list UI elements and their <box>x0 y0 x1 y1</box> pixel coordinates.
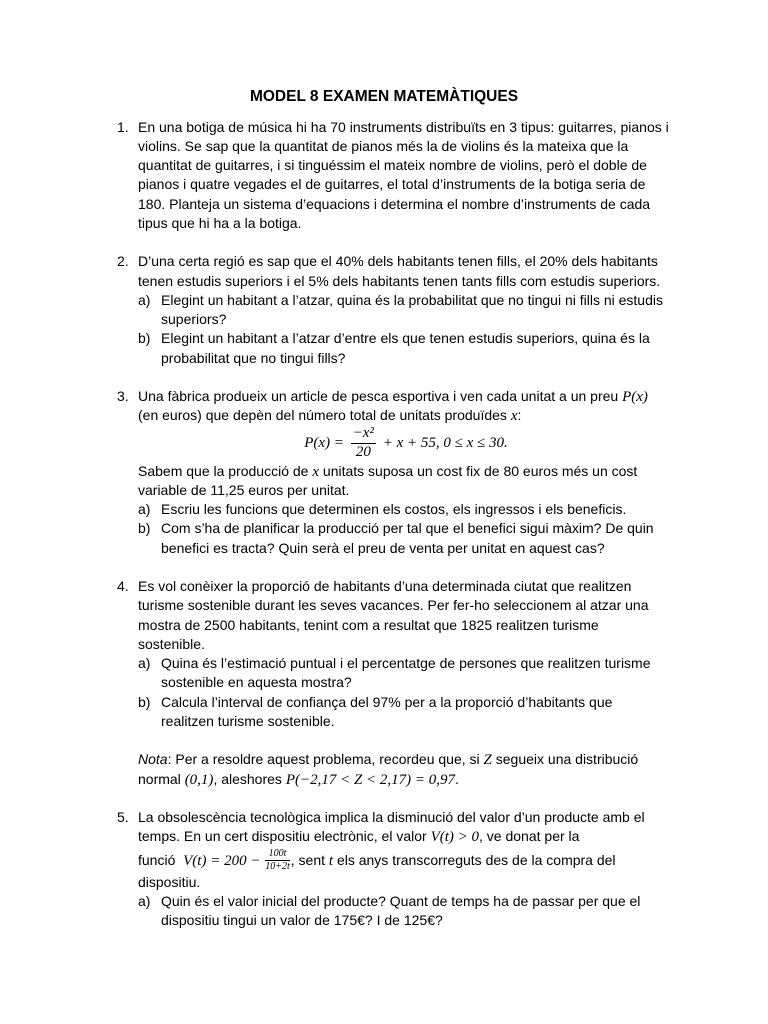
text-line <box>161 693 698 712</box>
text-line <box>161 654 698 673</box>
text-run: dispositiu. <box>138 873 201 890</box>
problem-number: 4. <box>117 578 129 595</box>
text-run: normal <box>138 770 185 787</box>
sub-question <box>138 291 698 330</box>
problem-number: 2. <box>117 253 129 270</box>
text-run: Una fàbrica produeix un article de pesca esportiva i ven cada unitat a un preu <box>138 388 623 405</box>
text-line <box>138 577 698 596</box>
sub-question <box>138 500 698 519</box>
text-line <box>161 712 698 731</box>
text-run: quantitat de guitarres, i si tinguéssim el mateix nombre de violins, però el doble de <box>138 157 647 174</box>
text-line <box>138 387 698 406</box>
text-line <box>161 673 698 692</box>
text-run: Elegint un habitant a l’atzar d’entre els que tenen estudis superiors, quina és la <box>161 330 650 347</box>
sub-question-text <box>161 519 698 558</box>
fraction <box>351 426 376 461</box>
text-line <box>161 310 698 329</box>
fraction-denominator: 20 <box>355 444 371 461</box>
text-run: funció <box>138 851 184 868</box>
text-line <box>138 481 698 500</box>
sub-question-text <box>161 654 698 693</box>
math-expression: (0,1) <box>184 771 214 788</box>
sub-question-label: b) <box>138 693 151 710</box>
text-line <box>138 137 698 156</box>
text-run: unitats suposa un cost fix de 80 euros més un cost <box>319 462 638 479</box>
text-run: probabilitat que no tingui fills? <box>161 349 346 366</box>
text-run: Com s’ha de planificar la producció per tal que el benefici sigui màxim? De quin <box>161 520 654 537</box>
text-run: Escriu les funcions que determinen els costos, els ingressos i els beneficis. <box>161 501 627 518</box>
text-run: variable de 11,25 euros per unitat. <box>138 481 350 498</box>
sub-question <box>138 329 698 368</box>
math-expression: P(−2,17 < Z < 2,17) = 0,97 <box>285 771 456 788</box>
text-run: Quina és l’estimació puntual i el percentatge de persones que realitzen turisme <box>161 655 651 672</box>
problem-item <box>0 808 768 930</box>
text-run: , ve donat per la <box>479 828 580 845</box>
sub-question-label: a) <box>138 501 151 518</box>
text-line <box>138 770 698 789</box>
fraction-numerator: −x² <box>351 426 376 444</box>
note-paragraph <box>138 750 698 789</box>
sub-question <box>138 693 698 732</box>
sub-question-text <box>161 693 698 732</box>
math-expression: Z <box>483 752 492 769</box>
fraction-numerator: 100t <box>265 849 290 862</box>
sub-question <box>138 519 698 558</box>
text-line <box>138 252 698 271</box>
problem-body <box>138 252 698 368</box>
text-run: : <box>517 407 522 424</box>
text-line <box>138 195 698 214</box>
sub-question <box>138 892 698 931</box>
problem-body <box>138 808 698 930</box>
text-run: Quin és el valor inicial del producte? Quant de temps ha de passar per que el <box>161 892 641 909</box>
text-line <box>161 349 698 368</box>
text-line <box>138 175 698 194</box>
text-line <box>161 519 698 538</box>
text-run: En una botiga de música hi ha 70 instruments distribuïts en 3 tipus: guitarres, pianos i <box>138 118 669 135</box>
text-run: violins. Se sap que la quantitat de pianos més la de violins és la mateixa que la <box>138 137 629 154</box>
sub-question-label: b) <box>138 520 151 537</box>
text-run: tenen estudis superiors i el 5% dels habitants tenen tants fills com estudis superiors. <box>138 272 661 289</box>
math-expression: P(x) = <box>304 435 348 452</box>
math-expression: x <box>510 408 518 425</box>
text-run: D’una certa regió es sap que el 40% dels habitants tenen fills, el 20% dels habitants <box>138 253 658 270</box>
problem-number: 5. <box>117 809 129 826</box>
sub-question-text <box>161 291 698 330</box>
text-run: superiors? <box>161 311 227 328</box>
text-run: (en euros) que depèn del número total de unitats produïdes <box>138 407 511 424</box>
text-run: 180. Planteja un sistema d’equacions i determina el nombre d’instruments de cada <box>138 195 651 212</box>
sub-question-text <box>161 500 698 519</box>
page-title: MODEL 8 EXAMEN MATEMÀTIQUES <box>249 88 519 105</box>
sub-question <box>138 654 698 693</box>
text-line <box>138 616 698 635</box>
sub-question-text <box>161 892 698 931</box>
problem-item <box>0 387 768 558</box>
text-run: dispositiu tingui un valor de 175€? I de 125€? <box>161 912 443 929</box>
problem-body <box>138 577 698 789</box>
text-run: pianos i quatre vegades el de guitarres, el total d’instruments de la botiga seria de <box>138 176 646 193</box>
text-line <box>138 462 698 481</box>
text-line <box>138 750 698 769</box>
text-line <box>161 291 698 310</box>
text-line <box>138 118 698 137</box>
text-line <box>138 847 698 873</box>
text-run: temps. En un cert dispositiu electrònic, el valor <box>138 828 431 845</box>
text-line <box>138 406 698 425</box>
text-run: segueix una distribució <box>491 751 639 768</box>
sub-question-label: a) <box>138 892 151 909</box>
text-run: , sent <box>290 851 329 868</box>
sub-question-label: b) <box>138 330 151 347</box>
text-run: sostenible. <box>138 635 205 652</box>
text-line <box>161 500 698 519</box>
problem-number: 1. <box>117 118 129 135</box>
text-line <box>161 892 698 911</box>
text-line <box>138 272 698 291</box>
text-line <box>138 635 698 654</box>
note-label: Nota <box>138 751 168 768</box>
text-run: Calcula l’interval de confiança del 97% per a la proporció d’habitants que <box>161 693 613 710</box>
text-run: tipus que hi ha a la botiga. <box>138 214 302 231</box>
text-run: La obsolescència tecnològica implica la disminució del valor d’un producte amb el <box>138 809 645 826</box>
text-run: turisme sostenible durant les seves vacances. Per fer-ho seleccionem al atzar una <box>138 597 649 614</box>
text-line <box>138 827 698 846</box>
fraction-denominator: 10+2t <box>265 861 290 873</box>
problem-item <box>0 118 768 234</box>
math-expression: t <box>328 852 334 869</box>
sub-question-label: a) <box>138 655 151 672</box>
math-expression: P(x) <box>622 389 648 406</box>
text-run: els anys transcorreguts des de la compra del <box>333 851 616 868</box>
text-run: benefici es tracta? Quin serà el preu de venta per unitat en aquest cas? <box>161 539 605 556</box>
sub-question-text <box>161 329 698 368</box>
text-line <box>138 596 698 615</box>
math-expression: x <box>312 463 320 480</box>
text-line <box>138 214 698 233</box>
text-run: . <box>455 770 459 787</box>
text-line <box>138 873 698 892</box>
text-run: Elegint un habitant a l’atzar, quina és la probabilitat que no tingui ni fills ni estudis <box>161 291 663 308</box>
problem-item <box>0 577 768 789</box>
problem-list <box>0 118 768 950</box>
text-run: mostra de 2500 habitants, tenint com a resultat que 1825 realitzen turisme <box>138 616 599 633</box>
text-line <box>161 539 698 558</box>
text-run: sostenible en aquesta mostra? <box>161 674 352 691</box>
math-expression: + x + 55, 0 ≤ x ≤ 30. <box>378 435 508 452</box>
fraction <box>265 849 290 873</box>
text-run: , aleshores <box>213 770 286 787</box>
sub-question-label: a) <box>138 291 151 308</box>
problem-body <box>138 118 698 234</box>
problem-item <box>0 252 768 368</box>
text-line <box>138 156 698 175</box>
text-line <box>161 911 698 930</box>
text-run: realitzen turisme sostenible. <box>161 712 335 729</box>
problem-body <box>138 387 698 558</box>
math-expression: V(t) > 0 <box>430 829 480 846</box>
text-run: : Per a resoldre aquest problema, recordeu que, si <box>167 751 484 768</box>
problem-number: 3. <box>117 388 129 405</box>
math-expression: V(t) = 200 − <box>183 852 265 869</box>
text-line <box>138 808 698 827</box>
text-run: Es vol conèixer la proporció de habitants d’una determinada ciutat que realitzen <box>138 578 632 595</box>
formula-display <box>138 426 674 462</box>
text-run: Sabem que la producció de <box>138 462 313 479</box>
text-line <box>161 329 698 348</box>
